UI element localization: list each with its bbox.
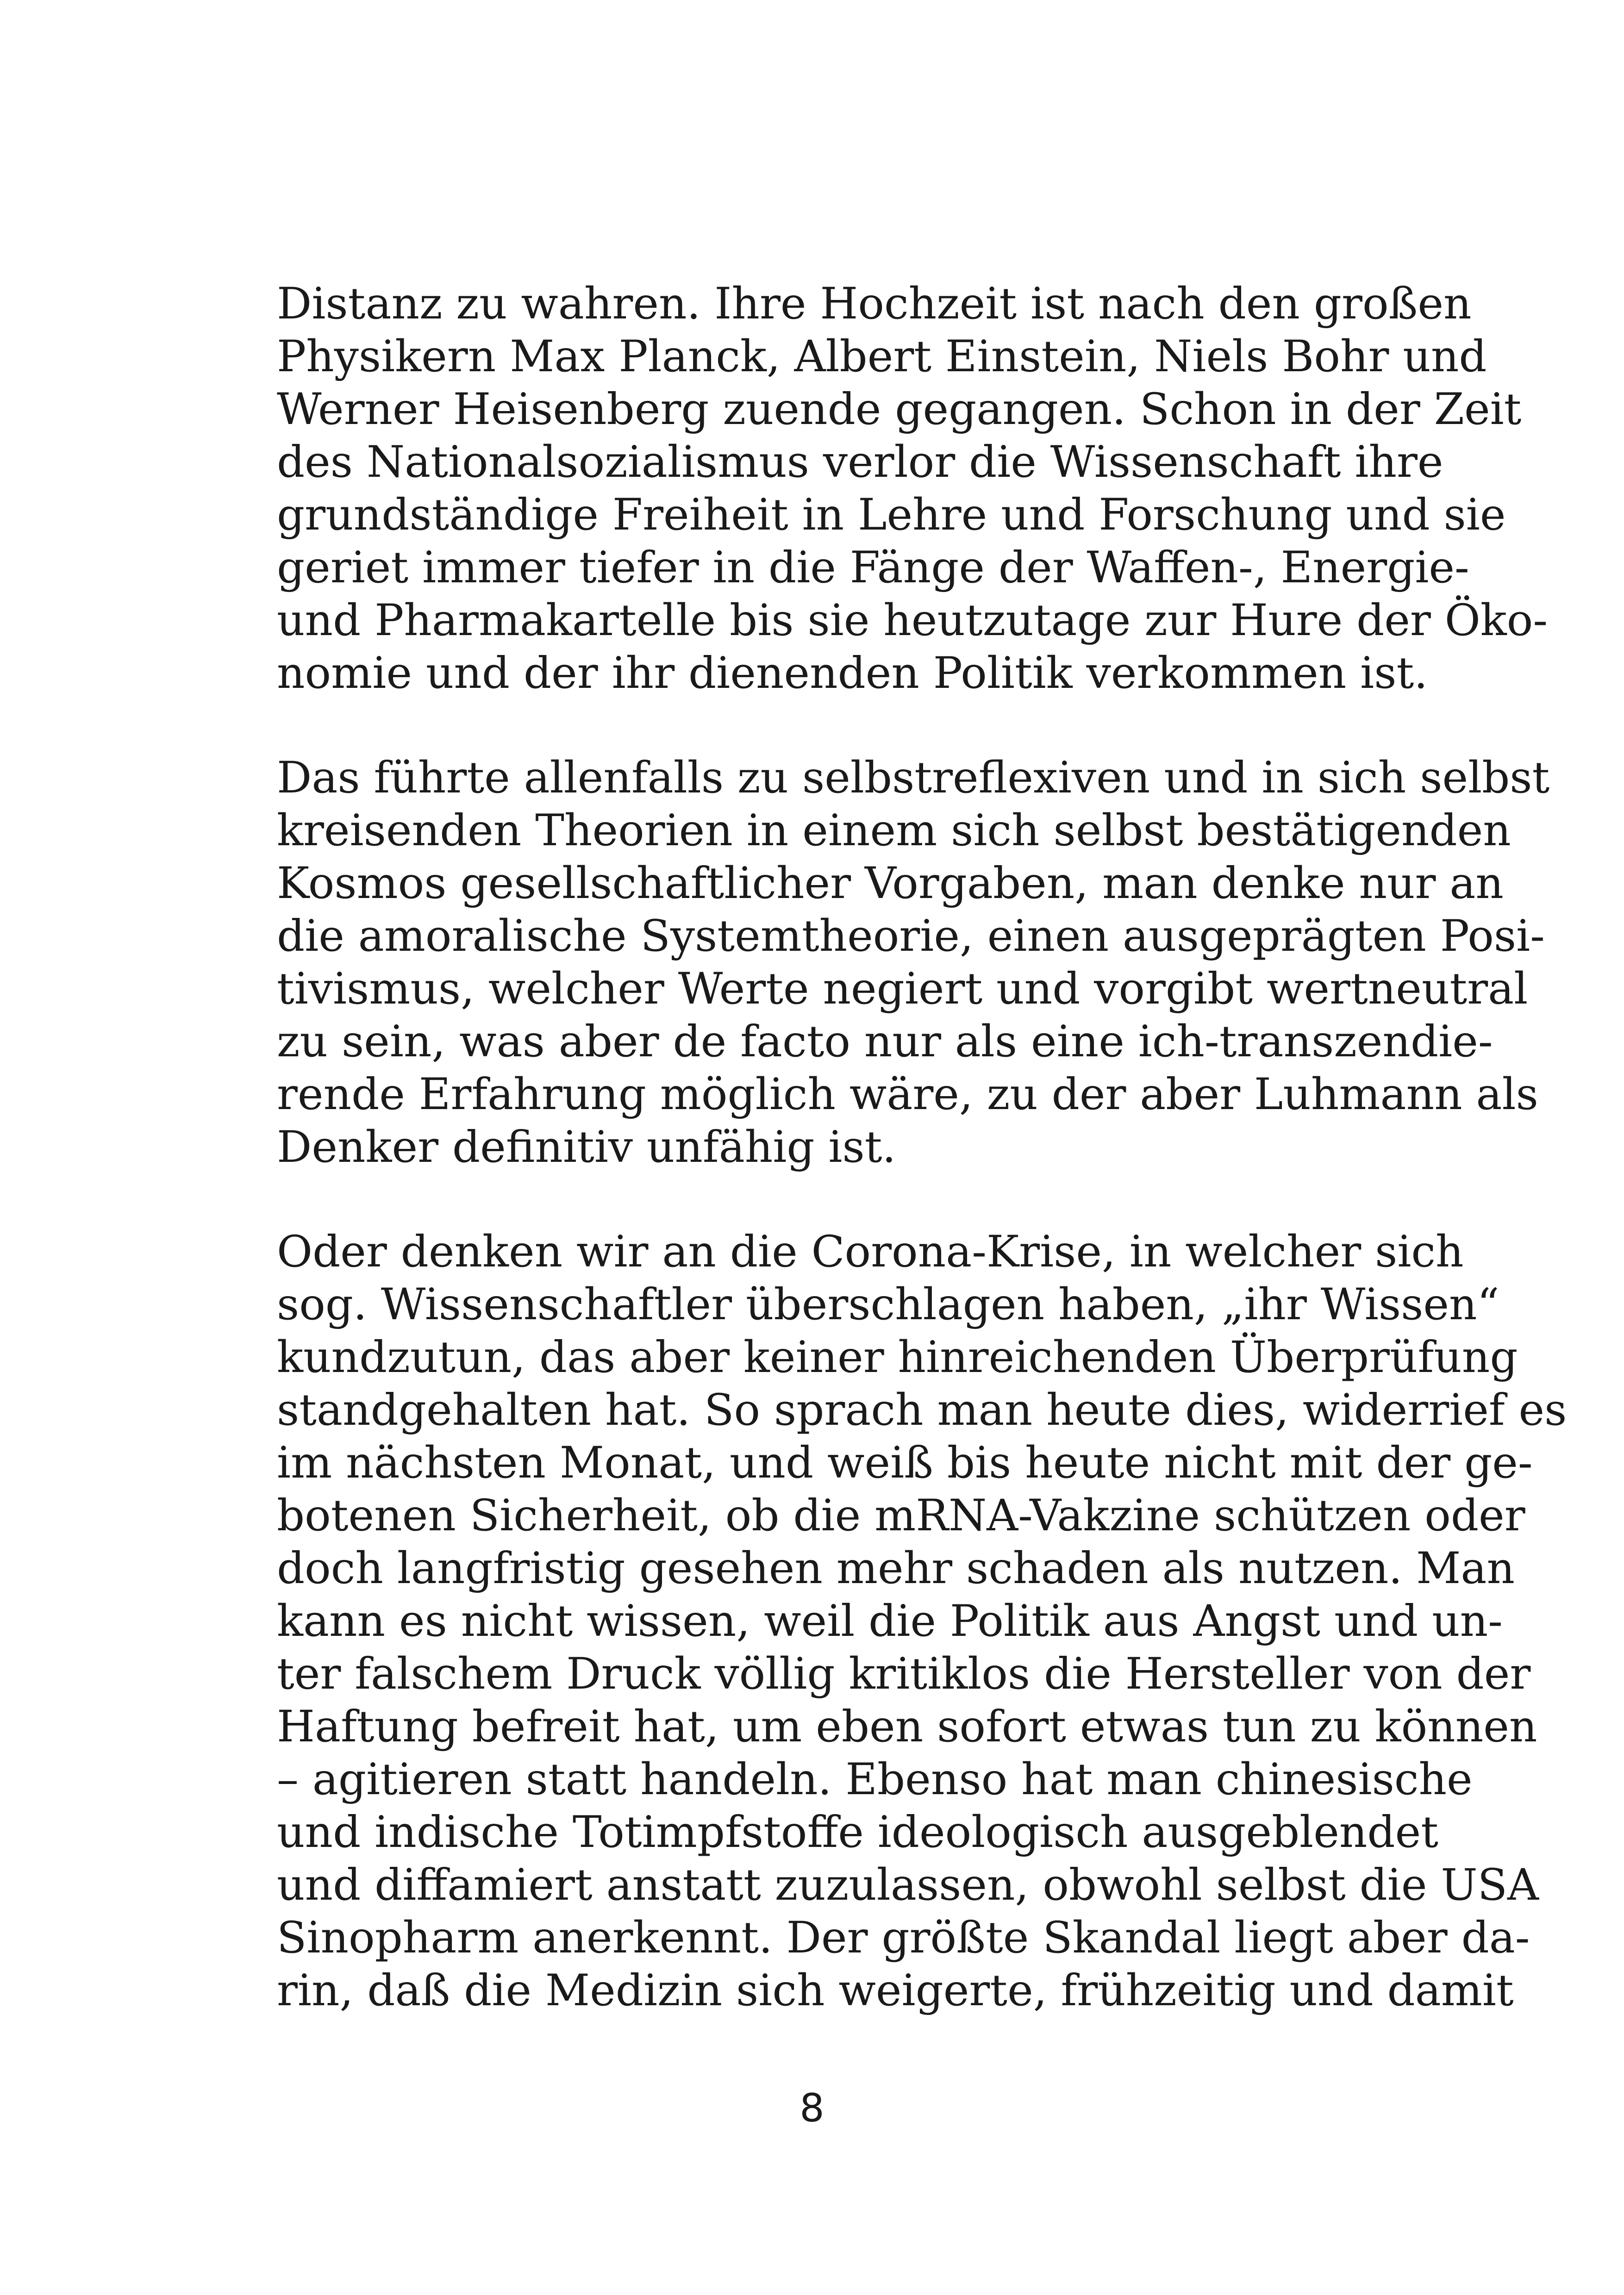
text-line: standgehalten hat. So sprach man heute dies, widerrief es xyxy=(277,1385,1567,1435)
text-line: rende Erfahrung möglich wäre, zu der aber Luhmann als xyxy=(277,1069,1538,1120)
text-line: kreisenden Theorien in einem sich selbst bestätigenden xyxy=(277,805,1511,856)
text-line: Kosmos gesellschaftlicher Vorgaben, man denke nur an xyxy=(277,858,1504,909)
text-line: tivismus, welcher Werte negiert und vorgibt wertneutral xyxy=(277,964,1528,1014)
text-line: im nächsten Monat, und weiß bis heute nicht mit der ge- xyxy=(277,1438,1533,1488)
body-text xyxy=(277,278,1567,2017)
text-line: und Pharmakartelle bis sie heutzutage zur Hure der Öko- xyxy=(277,595,1548,646)
text-line: Das führte allenfalls zu selbstreflexiven und in sich selbst xyxy=(277,753,1550,803)
text-line: – agitieren statt handeln. Ebenso hat man chinesische xyxy=(277,1754,1473,1805)
text-line: Oder denken wir an die Corona-Krise, in welcher sich xyxy=(277,1227,1464,1277)
text-line: Werner Heisenberg zuende gegangen. Schon in der Zeit xyxy=(277,384,1522,435)
text-line: Sinopharm anerkennt. Der größte Skandal liegt aber da- xyxy=(277,1913,1530,1963)
paragraph-1 xyxy=(277,278,1548,700)
text-line: geriet immer tiefer in die Fänge der Waffen-, Energie- xyxy=(277,543,1469,593)
text-line: zu sein, was aber de facto nur als eine ich-transzendie- xyxy=(277,1017,1493,1067)
text-line: Denker definitiv unfähig ist. xyxy=(277,1122,896,1172)
text-line: kundzutun, das aber keiner hinreichenden Überprüfung xyxy=(277,1332,1518,1383)
text-line: sog. Wissenschaftler überschlagen haben, „ihr Wissen“ xyxy=(277,1279,1499,1330)
text-line: und diffamiert anstatt zuzulassen, obwohl selbst die USA xyxy=(277,1860,1539,1910)
text-line: die amoralische Systemtheorie, einen ausgeprägten Posi- xyxy=(277,911,1545,961)
text-line: nomie und der ihr dienenden Politik verkommen ist. xyxy=(277,648,1428,698)
text-line: Distanz zu wahren. Ihre Hochzeit ist nach den großen xyxy=(277,279,1472,329)
text-line: ter falschem Druck völlig kritiklos die Hersteller von der xyxy=(277,1649,1531,1699)
text-line: des Nationalsozialismus verlor die Wissenschaft ihre xyxy=(277,437,1443,487)
text-line: grundständige Freiheit in Lehre und Forschung und sie xyxy=(277,490,1506,540)
paragraph-2 xyxy=(277,752,1550,1174)
paragraph-3 xyxy=(277,1226,1567,2017)
text-line: botenen Sicherheit, ob die mRNA-Vakzine schützen oder xyxy=(277,1491,1525,1541)
page-number: 8 xyxy=(800,2085,824,2131)
text-line: Physikern Max Planck, Albert Einstein, Niels Bohr und xyxy=(277,331,1487,382)
text-line: Haftung befreit hat, um eben sofort etwas tun zu können xyxy=(277,1702,1537,1752)
text-line: doch langfristig gesehen mehr schaden als nutzen. Man xyxy=(277,1543,1515,1594)
text-line: kann es nicht wissen, weil die Politik aus Angst und un- xyxy=(277,1596,1503,1646)
text-line: rin, daß die Medizin sich weigerte, frühzeitig und damit xyxy=(277,1965,1514,2016)
text-line: und indische Totimpfstoffe ideologisch ausgeblendet xyxy=(277,1807,1438,1858)
